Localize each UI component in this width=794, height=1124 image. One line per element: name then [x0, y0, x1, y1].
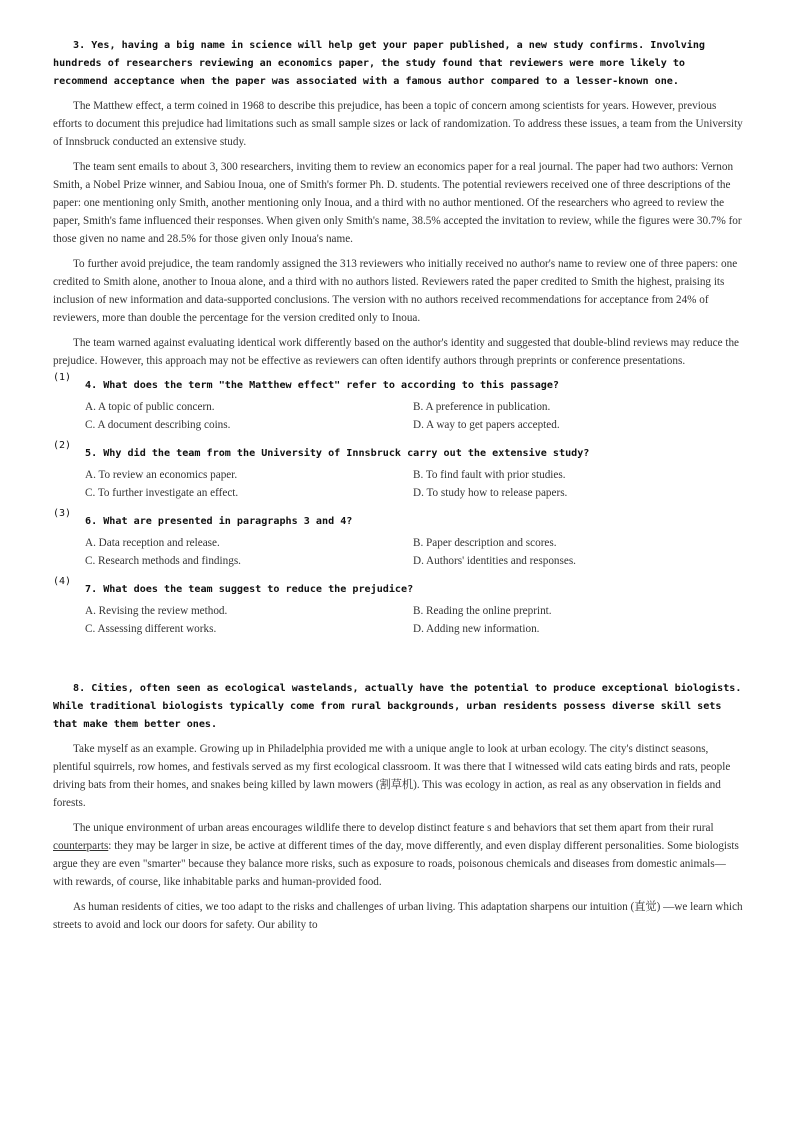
option-d[interactable]: D. Adding new information.	[413, 623, 540, 635]
option-a[interactable]: A. Revising the review method.	[85, 605, 228, 617]
passage-3-paragraph-4: The team warned against evaluating identical work differently based on the author's identity and suggested that double-blind reviews may reduce the prejudice. However, this approach may not be effective as reviewers can often identify authors through preprints or conference presentations.	[53, 337, 740, 367]
question-2-options	[53, 466, 743, 502]
option-b[interactable]: B. Paper description and scores.	[413, 537, 557, 549]
question-text: 6. What are presented in paragraphs 3 and 4?	[85, 516, 353, 527]
question-number: (1)	[53, 372, 72, 383]
question-number: (4)	[53, 576, 72, 587]
document-page	[53, 37, 743, 941]
option-c[interactable]: C. Research methods and findings.	[85, 555, 241, 567]
paragraph-text: The unique environment of urban areas encourages wildlife there to develop distinct feature s and behaviors that set them apart from their rural	[73, 822, 714, 834]
question-3	[53, 508, 743, 534]
question-number: (2)	[53, 440, 72, 451]
question-4-options	[53, 602, 743, 638]
option-a[interactable]: A. To review an economics paper.	[85, 469, 238, 481]
question-1	[53, 372, 743, 398]
option-a[interactable]: A. A topic of public concern.	[85, 401, 215, 413]
question-number: (3)	[53, 508, 72, 519]
question-3-options	[53, 534, 743, 570]
option-d[interactable]: D. A way to get papers accepted.	[413, 419, 560, 431]
underlined-word: counterparts	[53, 840, 109, 852]
passage-8-paragraph-3: As human residents of cities, we too adapt to the risks and challenges of urban living. This adaptation sharpens our intuition (直觉) —we learn which streets to avoid and lock our doors for safety. Our ability to	[53, 901, 743, 931]
passage-3-paragraph-2: The team sent emails to about 3, 300 researchers, inviting them to review an economics paper for a real journal. The paper had two authors: Vernon Smith, a Nobel Prize winner, and Sabiou Inoua, one of Smith's former Ph. D. students. The potential reviewers received one of three descriptions of the paper: one mentioning only Smith, another mentioning only Inoua, and a third with no author mentioned. Of the researchers who agreed to review the paper, Smith's fame influenced their responses. When given only Smith's name, 38.5% accepted the invitation to review, while the figures were 30.7% for those given no name and 28.5% for those given only Inoua's name.	[53, 161, 742, 245]
question-text: 4. What does the term "the Matthew effect" refer to according to this passage?	[85, 380, 560, 391]
question-2	[53, 440, 743, 466]
option-c[interactable]: C. A document describing coins.	[85, 419, 231, 431]
option-c[interactable]: C. Assessing different works.	[85, 623, 217, 635]
passage-8-paragraph-2	[53, 819, 743, 891]
paragraph-text: : they may be larger in size, be active at different times of the day, move differently, and even display different personalities. Some biologists argue they are even "smarter" because they balance more risks, such as exposure to roads, poisonous chemicals and diseases from domestic animals—with rewards, of course, like inhabitable parks and human-provided food.	[53, 840, 739, 888]
option-d[interactable]: D. Authors' identities and responses.	[413, 555, 576, 567]
question-4	[53, 576, 743, 602]
passage-8-paragraph-1: Take myself as an example. Growing up in Philadelphia provided me with a unique angle to look at urban ecology. The city's distinct seasons, plentiful squirrels, row homes, and festivals served as my first ecological classroom. It was there that I witnessed wild cats eating birds and rats, people driving bats from their homes, and snakes being killed by lawn mowers (割草机). This was ecology in action, as real as any observation in fields and forests.	[53, 743, 731, 809]
option-b[interactable]: B. To find fault with prior studies.	[413, 469, 566, 481]
passage-8-intro: 8. Cities, often seen as ecological wastelands, actually have the potential to produce exceptional biologists. While traditional biologists typically come from rural backgrounds, urban residents possess diverse skill sets that make them better ones.	[53, 683, 742, 730]
passage-3-paragraph-3: To further avoid prejudice, the team randomly assigned the 313 reviewers who initially received no author's name to review one of three papers: one credited to Smith alone, another to Inoua alone, and a third with no authors listed. Reviewers rated the paper credited to Smith the highest, praising its inclusion of new information and data-supported conclusions. The version with no authors received recommendations for acceptance from 24% of reviewers, more than double the percentage for the version credited only to Inoua.	[53, 258, 738, 324]
question-text: 7. What does the team suggest to reduce the prejudice?	[85, 584, 414, 595]
section-gap	[53, 644, 743, 680]
passage-3-intro: 3. Yes, having a big name in science will help get your paper published, a new study confirms. Involving hundreds of researchers reviewing an economics paper, the study found that reviewers were more likely to recommend acceptance when the paper was associated with a famous author compared to a lesser-known one.	[53, 40, 706, 87]
question-1-options	[53, 398, 743, 434]
option-d[interactable]: D. To study how to release papers.	[413, 487, 568, 499]
question-text: 5. Why did the team from the University of Innsbruck carry out the extensive study?	[85, 448, 590, 459]
option-b[interactable]: B. Reading the online preprint.	[413, 605, 552, 617]
option-c[interactable]: C. To further investigate an effect.	[85, 487, 239, 499]
option-a[interactable]: A. Data reception and release.	[85, 537, 220, 549]
option-b[interactable]: B. A preference in publication.	[413, 401, 551, 413]
passage-3-paragraph-1: The Matthew effect, a term coined in 1968 to describe this prejudice, has been a topic of concern among scientists for years. However, previous efforts to document this prejudice had limitations such as small sample sizes or lack of randomization. To address these issues, a team from the University of Innsbruck conducted an extensive study.	[53, 100, 743, 148]
